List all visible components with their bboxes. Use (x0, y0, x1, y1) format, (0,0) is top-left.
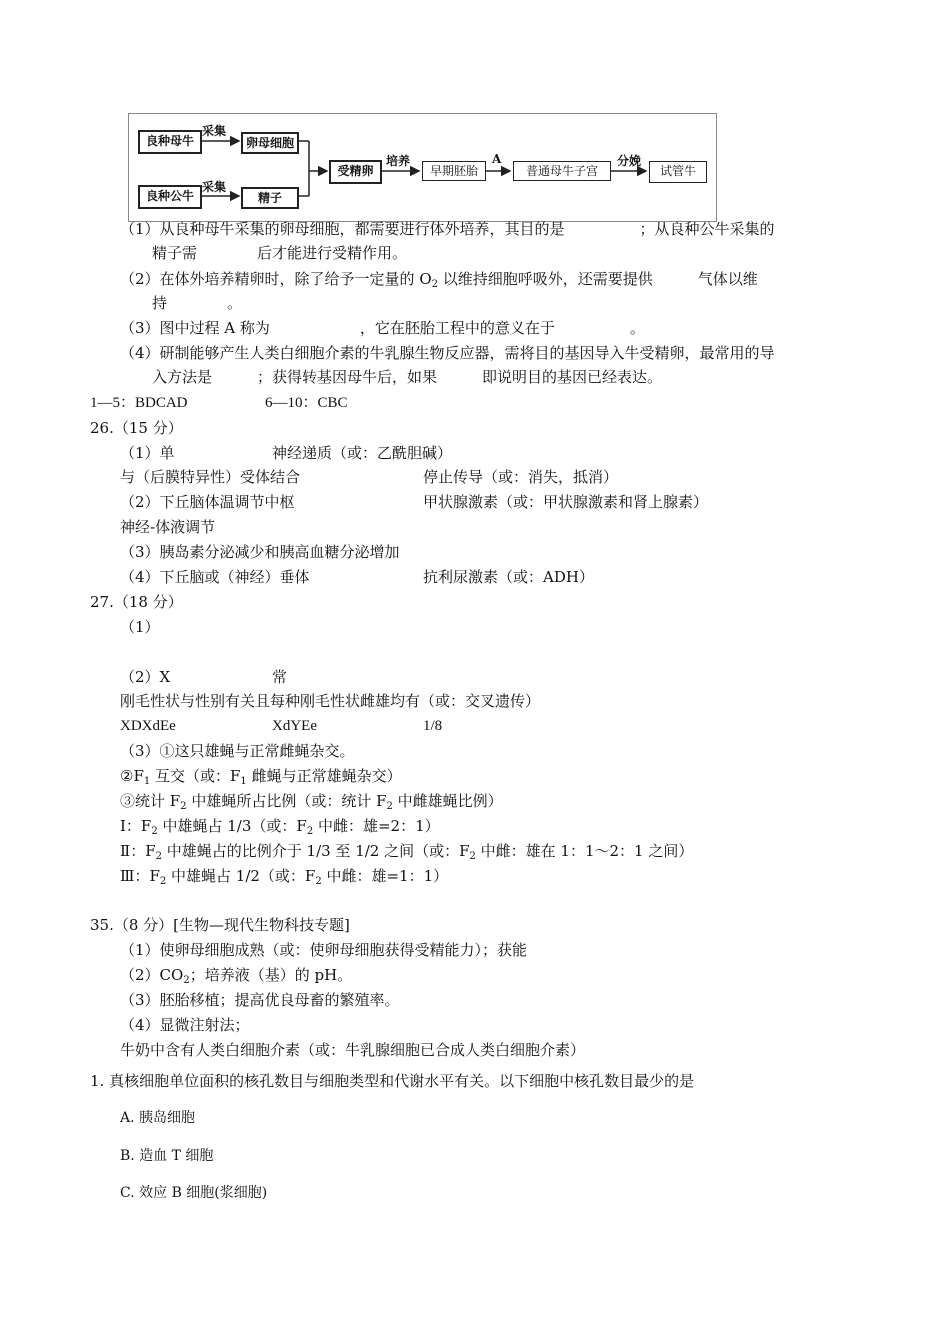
subscript: 2 (159, 876, 167, 887)
question-2-line-2: 持 。 (152, 294, 243, 312)
edge-label-collect-1: 采集 (202, 124, 227, 138)
node-good-bull: 良种公牛 (138, 185, 202, 209)
txt: ③统计 F (120, 792, 181, 810)
answer-35-l2 (120, 965, 352, 991)
o2-subscript: 2 (431, 279, 438, 290)
answer-35-head: 35.（8 分）[生物—现代生物科技专题] (90, 916, 350, 934)
txt: 中雌：雄=2：1） (313, 817, 440, 835)
q2-post: 以维持细胞呼吸外，还需要提供 气体以维 (438, 270, 758, 288)
answer-26-l4: 神经-体液调节 (120, 518, 216, 536)
question-3: （3）图中过程 A 称为 ，它在胚胎工程中的意义在于 。 (120, 319, 645, 337)
txt: 中雄蝇占的比例介于 1/3 至 1/2 之间（或：F (161, 842, 470, 860)
answer-26-l2b: 停止传导（或：消失，抵消） (423, 468, 619, 486)
answer-27-l2b: 常 (272, 668, 288, 686)
mc-question-stem: 1. 真核细胞单位面积的核孔数目与细胞类型和代谢水平有关。以下细胞中核孔数目最少的是 (90, 1072, 695, 1090)
q2-pre: （2）在体外培养精卵时，除了给予一定量的 O (120, 270, 432, 288)
txt: 中雌：雄在 1：1～2：1 之间） (475, 842, 694, 860)
answer-27-l2a: （2）X (120, 668, 171, 686)
subscript: 2 (469, 851, 476, 862)
answer-27-head: 27.（18 分） (90, 593, 183, 611)
mc-option-c: C. 效应 B 细胞(浆细胞) (120, 1185, 268, 1201)
answer-mc-1: 1—5：BDCAD (90, 395, 188, 411)
node-calf: 试管牛 (649, 161, 707, 183)
answer-27-ratio: 1/8 (423, 718, 443, 734)
subscript: 2 (386, 801, 393, 812)
answer-mc-2: 6—10：CBC (265, 395, 348, 411)
txt: ；培养液（基）的 pH。 (189, 966, 353, 984)
txt: 中雌雄蝇比例） (392, 792, 503, 810)
question-4-line-2: 入方法是 ；获得转基因母牛后，如果 即说明目的基因已经表达。 (152, 368, 663, 386)
txt: Ⅱ：F (120, 842, 156, 860)
node-uterus: 普通母牛子宫 (513, 161, 611, 181)
subscript: 2 (151, 826, 158, 837)
answer-26-l1a: （1）单 (120, 444, 175, 462)
answer-27-genotype-2: XdYEe (272, 718, 317, 734)
answer-27-l1: （1） (120, 618, 160, 636)
answer-35-l4: （4）显微注射法； (120, 1016, 250, 1034)
answer-27-l5: （3）①这只雄蝇与正常雌蝇杂交。 (120, 742, 355, 760)
answer-27-genotype-1: XDXdEe (120, 718, 176, 734)
answer-26-l3a: （2）下丘脑体温调节中枢 (120, 493, 295, 511)
node-early-embryo: 早期胚胎 (422, 161, 486, 181)
txt: 中雌：雄=1：1） (321, 867, 449, 885)
answer-26-l6a: （4）下丘脑或（神经）垂体 (120, 568, 310, 586)
mc-option-a: A. 胰岛细胞 (120, 1110, 196, 1126)
answer-27-l10 (120, 866, 448, 892)
answer-27-l8 (120, 816, 440, 842)
txt: 互交（或：F (150, 767, 241, 785)
mc-option-b: B. 造血 T 细胞 (120, 1148, 214, 1164)
answer-35-l1: （1）使卵母细胞成熟（或：使卵母细胞获得受精能力）；获能 (120, 941, 528, 959)
flow-diagram (128, 113, 717, 222)
node-sperm: 精子 (241, 187, 299, 209)
txt: ②F (120, 767, 144, 785)
node-oocyte: 卵母细胞 (241, 132, 299, 154)
answer-26-l2a: 与（后膜特异性）受体结合 (120, 468, 301, 486)
answer-27-l7 (120, 791, 503, 817)
answer-26-l1b: 神经递质（或：乙酰胆碱） (272, 444, 453, 462)
subscript: 2 (183, 975, 190, 986)
subscript: 2 (306, 826, 314, 837)
txt: Ⅰ：F (120, 817, 152, 835)
subscript: 1 (143, 776, 151, 787)
edge-label-culture: 培养 (386, 154, 411, 168)
answer-26-l5: （3）胰岛素分泌减少和胰高血糖分泌增加 (120, 543, 400, 561)
txt: 中雄蝇所占比例（或：统计 F (186, 792, 387, 810)
answer-35-l5: 牛奶中含有人类白细胞介素（或：牛乳腺细胞已合成人类白细胞介素） (120, 1041, 586, 1059)
question-2-line-1 (120, 269, 758, 295)
answer-26-l6b: 抗利尿激素（或：ADH） (423, 568, 594, 586)
txt: 雌蝇与正常雄蝇杂交） (246, 767, 402, 785)
edge-label-birth: 分娩 (617, 154, 642, 168)
answer-27-l3: 刚毛性状与性别有关且每种刚毛性状雌雄均有（或：交叉遗传） (120, 692, 541, 710)
answer-27-l9 (120, 841, 693, 867)
answer-27-l6 (120, 766, 402, 792)
answer-26-l3b: 甲状腺激素（或：甲状腺激素和肾上腺素） (423, 493, 709, 511)
txt: Ⅲ：F (120, 867, 160, 885)
edge-label-collect-2: 采集 (202, 180, 227, 194)
subscript: 1 (240, 776, 247, 787)
subscript: 2 (180, 801, 187, 812)
txt: 中雄蝇占 1/2（或：F (166, 867, 316, 885)
question-1-line-2: 精子需 后才能进行受精作用。 (152, 244, 408, 262)
node-good-cow: 良种母牛 (138, 130, 202, 154)
txt: （2）CO (120, 966, 184, 984)
subscript: 2 (315, 876, 322, 887)
subscript: 2 (155, 851, 162, 862)
question-4-line-1: （4）研制能够产生人类白细胞介素的牛乳腺生物反应器，需将目的基因导入牛受精卵，最常用的导 (120, 344, 775, 362)
question-1-line-1: （1）从良种母牛采集的卵母细胞，都需要进行体外培养，其目的是 ；从良种公牛采集的 (120, 220, 775, 238)
txt: 中雄蝇占 1/3（或：F (157, 817, 307, 835)
edge-label-a: A (492, 152, 502, 166)
node-zygote: 受精卵 (329, 160, 382, 184)
answer-35-l3: （3）胚胎移植；提高优良母畜的繁殖率。 (120, 991, 400, 1009)
answer-26-head: 26.（15 分） (90, 419, 183, 437)
